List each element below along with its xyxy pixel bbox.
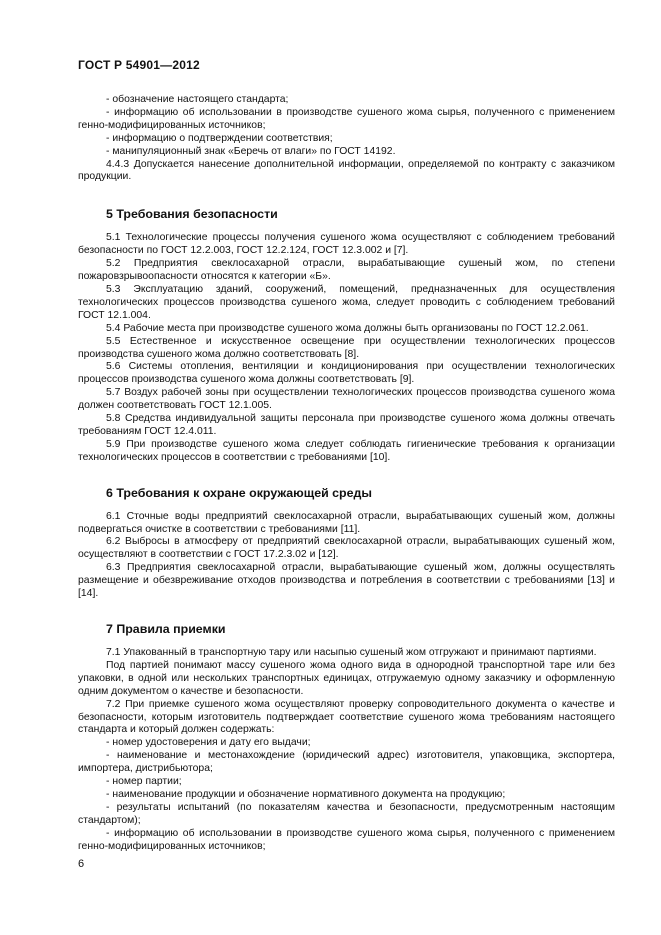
section-5-paragraph: 5.2 Предприятия свеклосахарной отрасли, вырабатывающие сушеный жом, по степени пожаровзрывоопасности относятся к категории «Б». — [78, 258, 615, 283]
section-5-heading: 5 Требования безопасности — [106, 207, 278, 222]
section-7-list-item: - информацию об использовании в производстве сушеного жома сырья, полученного с применением генно-модифицированных источников; — [78, 827, 615, 852]
intro-paragraph: - информацию о подтверждении соответствия; — [106, 132, 333, 144]
section-5-paragraph: 5.4 Рабочие места при производстве сушеного жома должны быть организованы по ГОСТ 12.2.061. — [106, 322, 589, 334]
section-5-paragraph: 5.1 Технологические процессы получения сушеного жома осуществляют с соблюдением требований безопасности по ГОСТ 12.2.003, ГОСТ 12.2.124, ГОСТ 12.3.002 и [7]. — [78, 232, 615, 257]
section-7-list-item: - номер удостоверения и дату его выдачи; — [106, 737, 311, 749]
section-5-paragraph: 5.8 Средства индивидуальной защиты персонала при производстве сушеного жома должны отвечать требованиям ГОСТ 12.4.011. — [78, 413, 615, 437]
section-7-paragraph: 7.2 При приемке сушеного жома осуществляют проверку сопроводительного документа о качестве и безопасности, которым изготовитель подтверждает соответствие сушеного жома требованиям настоящего стандарта и который должен содержать: — [78, 698, 615, 736]
section-5-paragraph: 5.7 Воздух рабочей зоны при осуществлении технологических процессов производства сушеного жома должен соответствовать ГОСТ 12.1.005. — [78, 387, 615, 412]
section-6-paragraph: 6.2 Выбросы в атмосферу от предприятий свеклосахарной отрасли, вырабатывающих сушеный жом, осуществляют в соответствии с ГОСТ 17.2.3.02 и [12]. — [78, 536, 615, 561]
section-6-heading: 6 Требования к охране окружающей среды — [106, 485, 372, 500]
document-code-header: ГОСТ Р 54901—2012 — [78, 58, 200, 72]
section-7-paragraph: Под партией понимают массу сушеного жома одного вида в однородной транспортной таре или без упаковки, в одной или нескольких транспортных единицах, отгружаемую одному заказчику и оформленную одним документом о качестве и безопасности. — [78, 659, 615, 697]
section-7-list-item: - номер партии; — [106, 776, 182, 788]
section-7-list-item: - результаты испытаний (по показателям качества и безопасности, предусмотренным настоящим стандартом); — [78, 801, 615, 826]
section-6-paragraph: 6.1 Сточные воды предприятий свеклосахарной отрасли, вырабатывающих сушеный жом, должны подвергаться очистке в соответствии с требованиями [11]. — [78, 510, 615, 535]
section-5-paragraph: 5.5 Естественное и искусственное освещение при осуществлении технологических процессов производства сушеного жома должно соответствовать [8]. — [78, 335, 615, 360]
section-7-heading: 7 Правила приемки — [106, 622, 226, 636]
intro-paragraph: - манипуляционный знак «Беречь от влаги» по ГОСТ 14192. — [106, 145, 396, 157]
section-7-paragraph: 7.1 Упакованный в транспортную тару или насыпью сушеный жом отгружают и принимают партиями. — [106, 647, 597, 658]
intro-paragraph: 4.4.3 Допускается нанесение дополнительной информации, определяемой по контракту с заказчиком продукции. — [78, 158, 615, 183]
section-5-paragraph: 5.9 При производстве сушеного жома следует соблюдать гигиенические требования к организации технологических процессов в соответствии с требованиями [10]. — [78, 438, 615, 463]
section-7-list-item: - наименование продукции и обозначение нормативного документа на продукцию; — [106, 788, 506, 800]
section-5-paragraph: 5.3 Эксплуатацию зданий, сооружений, помещений, предназначенных для осуществления технологических процессов производства сушеного жома, следует проводить с соблюдением требований ГОСТ 12.1.004. — [78, 283, 615, 321]
section-6-paragraph: 6.3 Предприятия свеклосахарной отрасли, вырабатывающие сушеный жом, должны осуществлять размещение и обезвреживание отходов производства и потребления в соответствии с требованиями [13] и [14]. — [78, 562, 615, 600]
intro-paragraph: - информацию об использовании в производстве сушеного жома сырья, полученного с применением генно-модифицированных источников; — [78, 106, 615, 131]
page-number: 6 — [78, 858, 85, 870]
section-5-paragraph: 5.6 Системы отопления, вентиляции и кондиционирования при осуществлении технологических процессов производства сушеного жома должны соответствовать [9]. — [78, 361, 615, 386]
document-body — [78, 94, 615, 854]
intro-paragraph: - обозначение настоящего стандарта; — [106, 94, 289, 105]
section-7-list-item: - наименование и местонахождение (юридический адрес) изготовителя, упаковщика, экспортера, импортера, дистрибьютора; — [78, 750, 615, 775]
